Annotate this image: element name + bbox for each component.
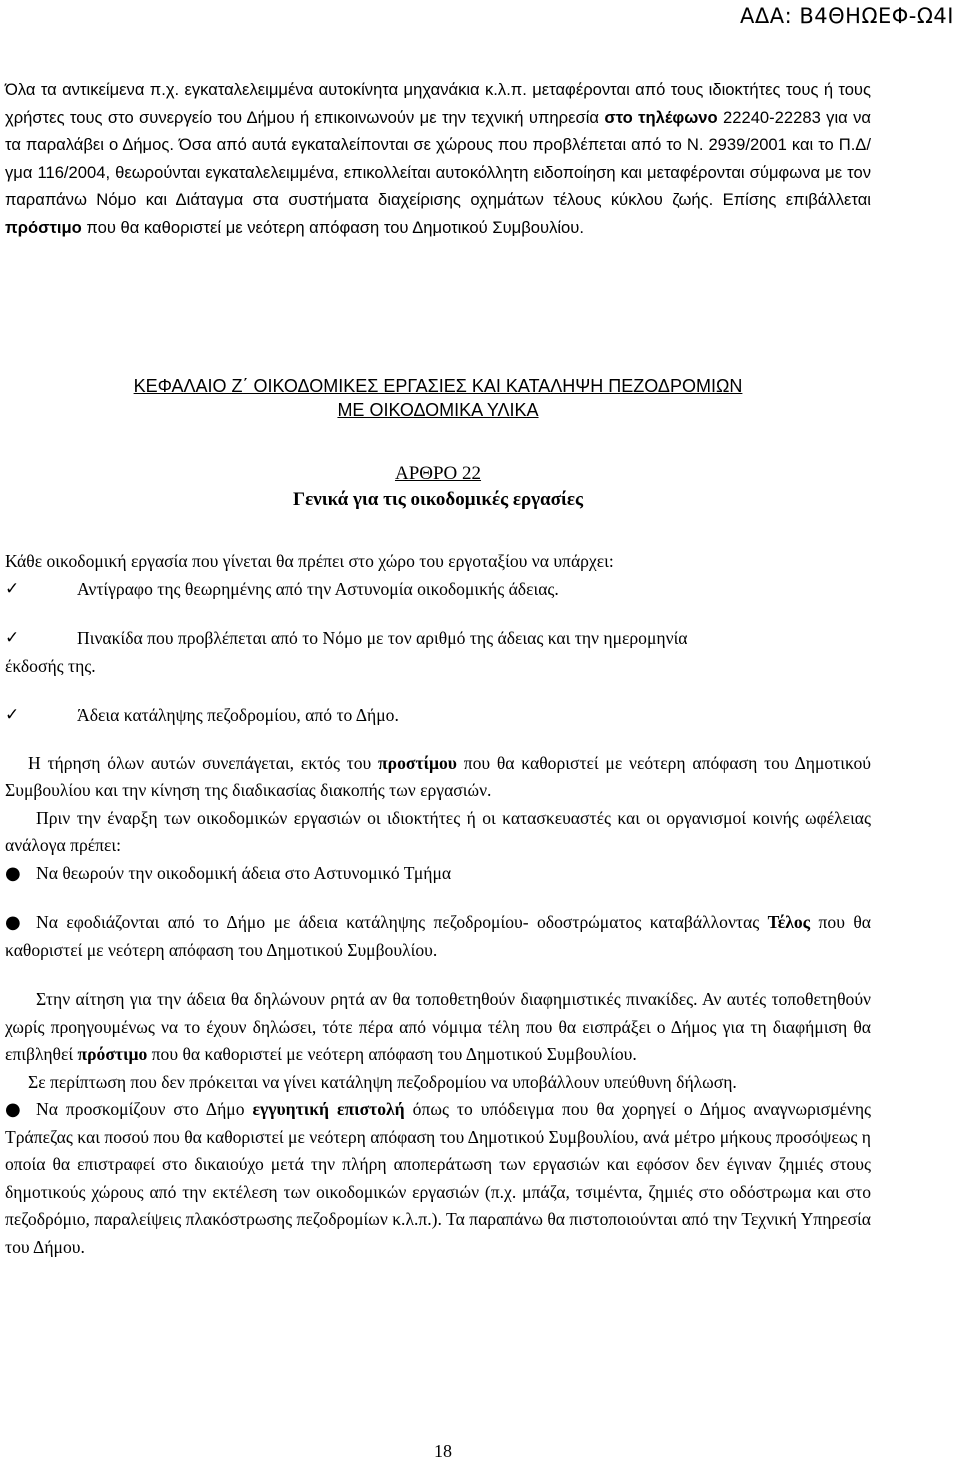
checkmark-icon: ✓ — [5, 705, 20, 725]
bullet-icon: ● — [5, 862, 21, 884]
chapter-line-2: ΜΕ ΟΙΚΟΔΟΜΙΚΑ ΥΛΙΚΑ — [337, 400, 539, 420]
bullet-item-text: Να θεωρούν την οικοδομική άδεια στο Αστυνομικό Τμήμα — [36, 862, 452, 883]
lead-paragraph: Κάθε οικοδομική εργασία που γίνεται θα πρέπει στο χώρο του εργοταξίου να υπάρχει: — [5, 551, 614, 571]
article-title: Γενικά για τις οικοδομικές εργασίες — [293, 489, 583, 510]
declaration-paragraph: Σε περίπτωση που δεν πρόκειται να γίνει κατάληψη πεζοδρομίου να υποβάλλουν υπεύθυνη δήλωση. — [28, 1071, 737, 1092]
guarantee-letter-word: εγγυητική επιστολή — [252, 1099, 405, 1119]
checklist-item — [5, 702, 871, 730]
penalty-text-2: που θα καθοριστεί με νεότερη απόφαση του Δημοτικού Συμβουλίου και την κίνηση της διαδικασίας διακοπής των εργασιών. — [5, 752, 871, 800]
bullet-item-text-cont: που θα καθοριστεί με νεότερη απόφαση του Δημοτικού Συμβουλίου. — [5, 912, 871, 960]
bullet-icon: ● — [5, 1099, 21, 1120]
signs-text-2: που θα καθοριστεί με νεότερη απόφαση του Δημοτικού Συμβουλίου. — [147, 1044, 637, 1064]
checklist-item-text: Άδεια κατάληψης πεζοδρομίου, από το Δήμο. — [77, 705, 399, 725]
bullet-item-text: Να εφοδιάζονται από το Δήμο με άδεια κατάληψης πεζοδρομίου- οδοστρώματος καταβάλλοντας — [36, 912, 768, 932]
penalty-text-1: Η τήρηση όλων αυτών συνεπάγεται, εκτός του — [28, 752, 379, 773]
chapter-line-1: ΚΕΦΑΛΑΙΟ Ζ΄ ΟΙΚΟΔΟΜΙΚΕΣ ΕΡΓΑΣΙΕΣ ΚΑΙ ΚΑΤΑΛΗΨΗ ΠΕΖΟΔΡΟΜΙΩΝ — [133, 376, 743, 396]
intro-text-3: που θα καθοριστεί με νεότερη απόφαση του Δημοτικού Συμβουλίου. — [81, 217, 584, 237]
checkmark-icon: ✓ — [5, 628, 20, 648]
chapter-heading — [5, 374, 871, 422]
intro-paragraph — [5, 76, 871, 241]
intro-text-2: 22240-22283 για να τα παραλάβει ο Δήμος. Όσα από αυτά εγκαταλείπονται σε χώρους που προβλέπεται από το Ν. 2939/2001 και το Π.Δ/γμα 116/2004, θεωρούνται εγκαταλελειμμένα, επικολλείται αυτοκόλλητη ειδοποίηση και μεταφέρονται σύμφωνα με τον παραπάνω Νόμο και Διάταγμα στα συστήματα διαχείρισης οχημάτων τέλους κύκλου ζωής. Επίσης επιβάλλεται — [5, 107, 871, 209]
intro-text-1: Όλα τα αντικείμενα π.χ. εγκαταλελειμμένα αυτοκίνητα μηχανάκια κ.λ.π. μεταφέρονται από τους ιδιοκτήτες τους ή τους χρήστες τους στο συνεργείο του Δήμου ή επικοινωνούν με την τεχνική υπηρεσία — [5, 80, 871, 127]
ada-code: ΑΔΑ: Β4ΘΗΩΕΦ-Ω4Ι — [740, 4, 954, 28]
checklist-item — [5, 576, 871, 604]
page-number: 18 — [434, 1441, 452, 1461]
bullet-item-text: Να προσκομίζουν στο Δήμο — [36, 1099, 253, 1119]
intro-phone-label: στο τηλέφωνο — [604, 107, 718, 127]
requirements-paragraph: Πριν την έναρξη των οικοδομικών εργασιών οι ιδιοκτήτες ή οι κατασκευαστές και οι οργανισμοί κοινής ωφέλειας ανάλογα πρέπει: — [5, 807, 871, 855]
signs-text-1: Στην αίτηση για την άδεια θα δηλώνουν ρητά αν θα τοποθετηθούν διαφημιστικές πινακίδες. Αν αυτές τοποθετηθούν χωρίς προηγουμένως να το έχουν δηλώσει, τότε πέρα από νόμιμα τέλη που θα εισπράξει ο Δήμος για τη διαφήμιση θα επιβληθεί — [5, 989, 871, 1064]
article-number: ΑΡΘΡΟ 22 — [394, 463, 482, 484]
penalty-fine-word: προστίμου — [378, 752, 457, 773]
intro-section — [5, 76, 871, 241]
bullet-icon: ● — [5, 912, 21, 933]
checklist-continuation: έκδοσής της. — [5, 655, 96, 676]
checkmark-icon: ✓ — [5, 578, 20, 599]
penalty-paragraph — [5, 750, 871, 805]
bullet-item — [5, 909, 871, 964]
main-section — [5, 374, 871, 1261]
checklist-item-text: Πινακίδα που προβλέπεται από το Νόμο με τον αριθμό της άδειας και την ημερομηνία — [77, 628, 688, 648]
bullet-item — [5, 1096, 871, 1261]
bullet-item — [5, 860, 871, 888]
signs-fine-word: πρόστιμο — [77, 1044, 148, 1064]
fee-word: Τέλος — [767, 912, 811, 932]
intro-fine-word: πρόστιμο — [5, 217, 82, 237]
checklist-item-text: Αντίγραφο της θεωρημένης από την Αστυνομία οικοδομικής άδειας. — [77, 578, 559, 599]
checklist-item — [5, 625, 871, 653]
signs-paragraph — [5, 986, 871, 1069]
bullet-item-text-cont: όπως το υπόδειγμα που θα χορηγεί ο Δήμος αναγνωρισμένης Τράπεζας και ποσού που θα καθοριστεί με νεότερη απόφαση του Δημοτικού Συμβουλίου, ανά μέτρο μήκους προσόψεως η οποία θα επιστραφεί στο δικαιούχο μετά την πλήρη αποπεράτωση των εργασιών και εφόσον δεν έγιναν ζημιές στους δημοτικούς χώρους από την εκτέλεση των οικοδομικών εργασιών (π.χ. μπάζα, τσιμέντα, ζημιές στο οδόστρωμα και στο πεζοδρόμιο, παραλείψεις πλακόστρωσης πεζοδρομίων κ.λ.π.). Τα παραπάνω θα πιστοποιούνται από την Τεχνική Υπηρεσία του Δήμου. — [5, 1099, 872, 1257]
